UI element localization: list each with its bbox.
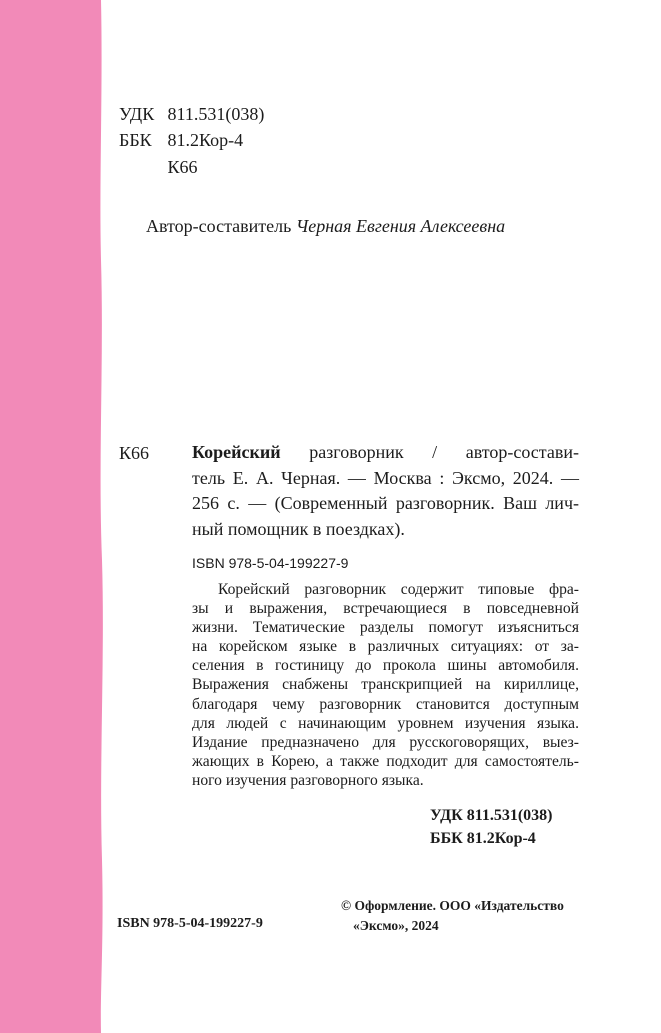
author-mark-row (119, 155, 198, 179)
entry-line: ный помощник в поездках). (192, 519, 405, 540)
entry-line: тель Е. А. Черная. — Москва : Эксмо, 2024. — (192, 467, 579, 488)
entry-line: Корейский разговорник / автор-состави- (192, 442, 579, 462)
isbn-bottom: ISBN 978-5-04-199227-9 (117, 916, 263, 931)
annotation-line: на корейском языке в различных ситуациях: от за- (192, 638, 579, 656)
bbk-code-row (119, 128, 243, 152)
bottom-udk-code: УДК 811.531(038) (430, 807, 553, 824)
bibliographic-entry (192, 440, 579, 543)
annotation-line: жающих в Корею, а также подходит для самостоятель- (192, 752, 579, 770)
annotation-line: Выражения снабжены транскрипцией на кириллице, (192, 676, 579, 694)
bottom-bbk-code: ББК 81.2Кор-4 (430, 830, 536, 847)
udk-code-row (119, 102, 264, 126)
copyright-notice (341, 896, 564, 936)
author-role-label: Автор-составитель (146, 216, 292, 236)
annotation-line: для людей с начинающим уровнем изучения языка. (192, 714, 579, 732)
bbk-value: 81.2Кор-4 (167, 130, 244, 150)
udk-label: УДК (119, 104, 155, 124)
annotation-line: Издание предназначено для русскоговорящих, выез- (192, 733, 579, 751)
entry-author-mark: К66 (119, 443, 150, 463)
author-mark: К66 (167, 157, 198, 177)
annotation-line: жизни. Тематические разделы помогут изъясниться (192, 619, 579, 637)
copyright-line: © Оформление. ООО «Издательство (341, 898, 564, 913)
annotation-line: селения в гостиницу до прокола шины автомобиля. (192, 657, 579, 675)
copyright-line: «Эксмо», 2024 (353, 918, 439, 933)
annotation-line: Корейский разговорник содержит типовые фра- (218, 581, 579, 598)
isbn-number: ISBN 978-5-04-199227-9 (192, 555, 349, 571)
udk-value: 811.531(038) (167, 104, 265, 124)
annotation-line: благодаря чему разговорник становится доступным (192, 695, 579, 713)
entry-line: 256 с. — (Современный разговорник. Ваш лич- (192, 493, 579, 514)
entry-title: Корейский (192, 442, 281, 462)
annotation-line: ного изучения разговорного языка. (192, 771, 424, 789)
annotation-line: зы и выражения, встречающиеся в повседневной (192, 600, 579, 618)
bbk-label: ББК (119, 130, 152, 150)
annotation-paragraph (192, 580, 579, 790)
author-compiler-line (146, 213, 505, 239)
author-name: Черная Евгения Алексеевна (295, 216, 506, 236)
